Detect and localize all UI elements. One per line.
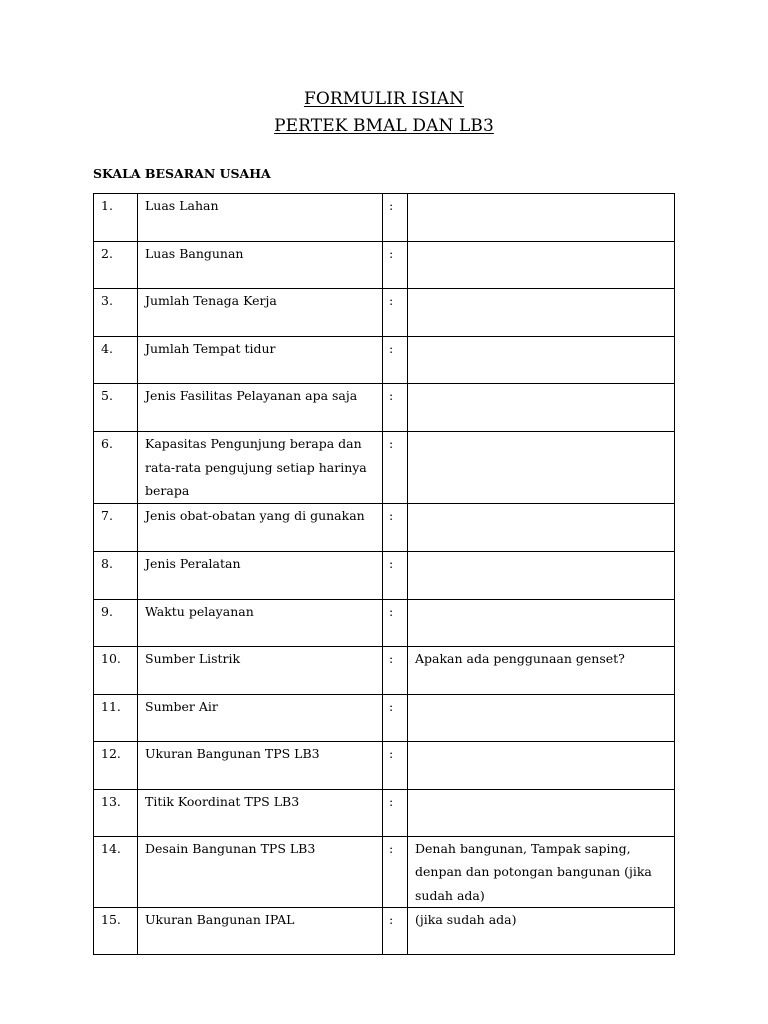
row-label: Jumlah Tempat tidur	[138, 337, 383, 384]
row-colon: :	[383, 599, 408, 646]
row-colon: :	[383, 289, 408, 337]
row-number: 10.	[94, 646, 138, 694]
row-colon: :	[383, 432, 408, 504]
row-number: 6.	[94, 432, 138, 504]
row-colon: :	[383, 551, 408, 599]
table-row	[94, 908, 675, 955]
row-number: 4.	[94, 337, 138, 384]
row-label: Jenis Fasilitas Pelayanan apa saja	[138, 384, 383, 432]
row-label: Ukuran Bangunan TPS LB3	[138, 741, 383, 789]
row-colon: :	[383, 242, 408, 289]
row-label: Jumlah Tenaga Kerja	[138, 289, 383, 337]
row-colon: :	[383, 337, 408, 384]
row-value-field[interactable]	[408, 432, 675, 504]
table-row	[94, 289, 675, 337]
row-value-field[interactable]: (jika sudah ada)	[408, 908, 675, 955]
row-colon: :	[383, 384, 408, 432]
table-row	[94, 503, 675, 551]
row-label: Luas Bangunan	[138, 242, 383, 289]
table-row	[94, 599, 675, 646]
row-label: Ukuran Bangunan IPAL	[138, 908, 383, 955]
row-value-field[interactable]	[408, 384, 675, 432]
row-label: Titik Koordinat TPS LB3	[138, 789, 383, 836]
row-number: 14.	[94, 836, 138, 908]
row-value-field[interactable]	[408, 551, 675, 599]
table-row	[94, 836, 675, 908]
row-colon: :	[383, 503, 408, 551]
table-row	[94, 646, 675, 694]
row-value-field[interactable]	[408, 741, 675, 789]
section-heading: SKALA BESARAN USAHA	[93, 166, 271, 181]
row-value-field[interactable]: Apakan ada penggunaan genset?	[408, 646, 675, 694]
row-value-field[interactable]: Denah bangunan, Tampak saping, denpan dan potongan bangunan (jika sudah ada)	[408, 836, 675, 908]
row-value-field[interactable]	[408, 337, 675, 384]
table-row	[94, 384, 675, 432]
row-label: Jenis obat-obatan yang di gunakan	[138, 503, 383, 551]
table-row	[94, 242, 675, 289]
row-label: Kapasitas Pengunjung berapa dan rata-rata pengujung setiap harinya berapa	[138, 432, 383, 504]
row-value-field[interactable]	[408, 242, 675, 289]
table-row	[94, 551, 675, 599]
row-value-field[interactable]	[408, 789, 675, 836]
row-number: 1.	[94, 194, 138, 242]
row-value-field[interactable]	[408, 599, 675, 646]
table-row	[94, 337, 675, 384]
row-number: 8.	[94, 551, 138, 599]
row-colon: :	[383, 194, 408, 242]
table-row	[94, 432, 675, 504]
row-label: Sumber Air	[138, 694, 383, 741]
row-label: Waktu pelayanan	[138, 599, 383, 646]
row-colon: :	[383, 694, 408, 741]
row-colon: :	[383, 836, 408, 908]
table-row	[94, 194, 675, 242]
row-colon: :	[383, 646, 408, 694]
row-value-field[interactable]	[408, 694, 675, 741]
row-value-field[interactable]	[408, 503, 675, 551]
table-row	[94, 741, 675, 789]
row-number: 2.	[94, 242, 138, 289]
row-number: 12.	[94, 741, 138, 789]
row-value-field[interactable]	[408, 289, 675, 337]
form-subtitle: PERTEK BMAL DAN LB3	[274, 116, 494, 136]
row-colon: :	[383, 908, 408, 955]
row-number: 5.	[94, 384, 138, 432]
row-label: Desain Bangunan TPS LB3	[138, 836, 383, 908]
form-title: FORMULIR ISIAN	[303, 89, 465, 109]
row-number: 11.	[94, 694, 138, 741]
row-label: Luas Lahan	[138, 194, 383, 242]
row-number: 3.	[94, 289, 138, 337]
form-table	[93, 193, 675, 955]
row-colon: :	[383, 741, 408, 789]
row-value-field[interactable]	[408, 194, 675, 242]
table-row	[94, 789, 675, 836]
row-number: 15.	[94, 908, 138, 955]
row-label: Sumber Listrik	[138, 646, 383, 694]
row-number: 7.	[94, 503, 138, 551]
table-row	[94, 694, 675, 741]
row-number: 9.	[94, 599, 138, 646]
row-label: Jenis Peralatan	[138, 551, 383, 599]
row-number: 13.	[94, 789, 138, 836]
row-colon: :	[383, 789, 408, 836]
